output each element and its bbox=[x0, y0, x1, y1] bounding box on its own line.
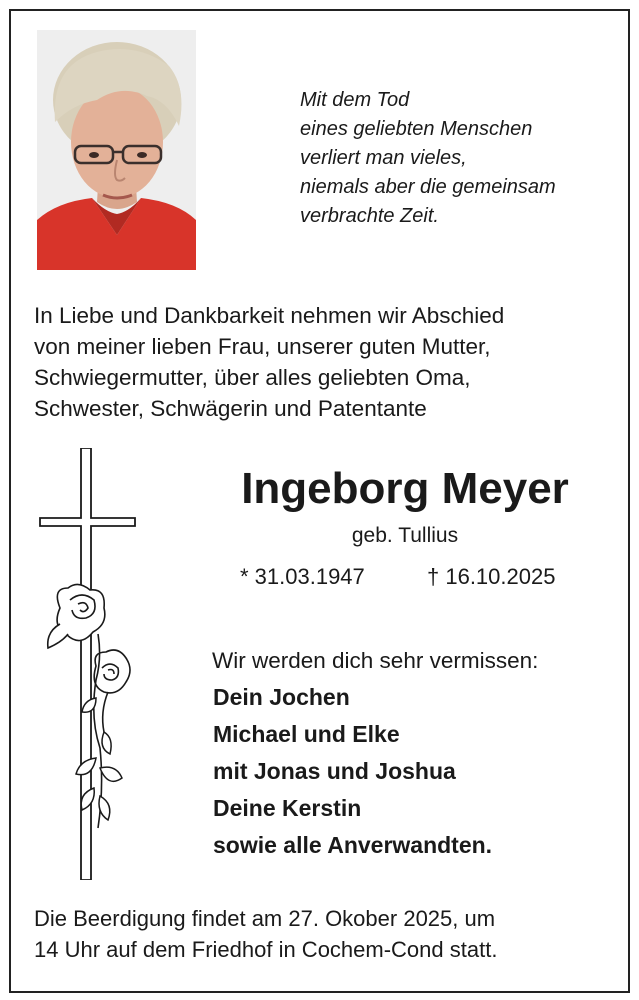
intro-line: In Liebe und Dankbarkeit nehmen wir Abschied bbox=[34, 303, 505, 328]
quote-line: Mit dem Tod bbox=[300, 89, 410, 111]
death-date: † 16.10.2025 bbox=[427, 564, 556, 589]
quote-block bbox=[300, 86, 620, 231]
mourner-line: mit Jonas und Joshua bbox=[213, 758, 456, 784]
portrait-photo bbox=[37, 30, 196, 270]
mourners-intro: Wir werden dich sehr vermissen: bbox=[212, 648, 539, 673]
maiden-name: geb. Tullius bbox=[351, 524, 459, 547]
intro-line: Schwester, Schwägerin und Patentante bbox=[34, 396, 427, 421]
cross-with-rose-icon bbox=[38, 448, 148, 880]
quote-line: niemals aber die gemeinsam bbox=[300, 176, 556, 198]
mourner-line: sowie alle Anverwandten. bbox=[213, 832, 493, 858]
deceased-name: Ingeborg Meyer bbox=[241, 464, 569, 513]
quote-line: verbrachte Zeit. bbox=[300, 205, 439, 227]
quote-line: verliert man vieles, bbox=[300, 147, 467, 169]
intro-line: von meiner lieben Frau, unserer guten Mutter, bbox=[34, 334, 491, 359]
birth-date: * 31.03.1947 bbox=[240, 564, 365, 589]
funeral-line: 14 Uhr auf dem Friedhof in Cochem-Cond statt. bbox=[34, 937, 498, 962]
mourners-list bbox=[213, 679, 492, 864]
intro-text bbox=[34, 300, 614, 424]
mourner-line: Dein Jochen bbox=[213, 684, 350, 710]
mourner-line: Deine Kerstin bbox=[213, 795, 362, 821]
mourner-line: Michael und Elke bbox=[213, 721, 400, 747]
funeral-info bbox=[34, 903, 497, 965]
intro-line: Schwiegermutter, über alles geliebten Oma, bbox=[34, 365, 471, 390]
funeral-line: Die Beerdigung findet am 27. Okober 2025, um bbox=[34, 906, 496, 931]
quote-line: eines geliebten Menschen bbox=[300, 118, 533, 140]
